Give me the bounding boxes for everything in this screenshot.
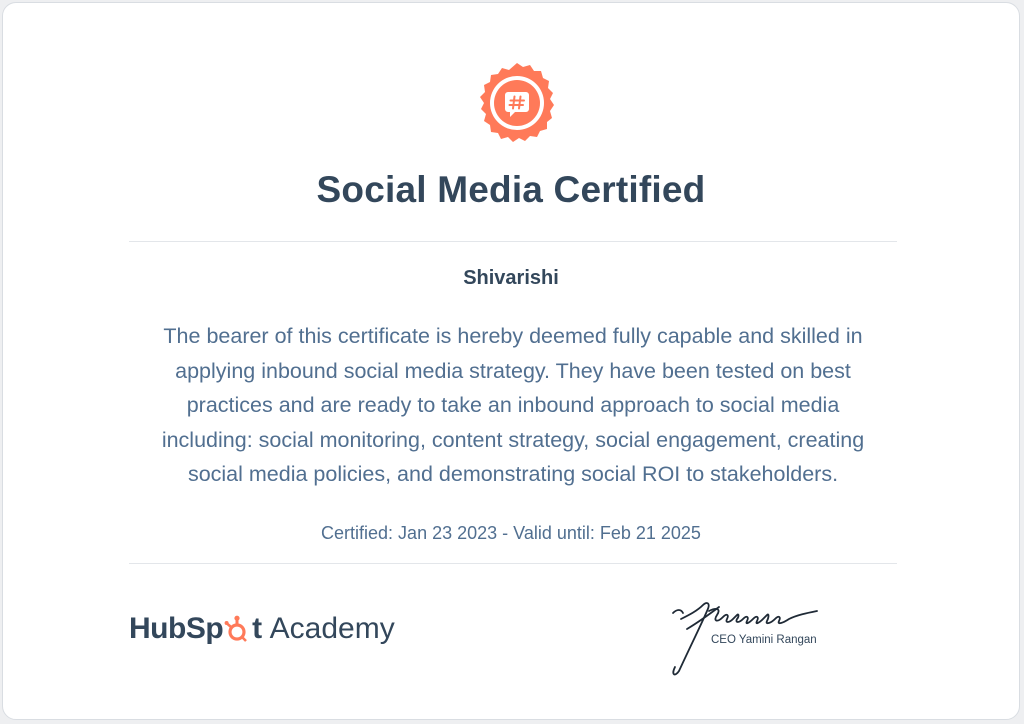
certificate-title: Social Media Certified: [316, 169, 706, 210]
certificate-card: [2, 2, 1020, 720]
logo-t-text: t: [252, 612, 262, 645]
hashtag-badge-icon: [474, 63, 560, 143]
logo-academy-text: Academy: [269, 612, 395, 645]
sprocket-icon: [224, 615, 252, 643]
hubspot-academy-logo: [129, 609, 395, 649]
certificate-description: The bearer of this certificate is hereby deemed fully capable and skilled in applying inbound social media strategy. They have been tested on best practices and are ready to take an inbound approach to social media including: social monitoring, content strategy, social engagement, creating social media policies, and demonstrating social ROI to stakeholders.: [161, 324, 865, 486]
logo-hubsp-text: HubSp: [129, 612, 224, 645]
bottom-divider: [129, 563, 897, 564]
validity-dates: Certified: Jan 23 2023 - Valid until: Feb 21 2025: [321, 523, 701, 543]
top-divider: [129, 241, 897, 242]
recipient-name: Shivarishi: [463, 267, 559, 289]
hubspot-wordmark: [129, 612, 262, 646]
ceo-name: CEO Yamini Rangan: [711, 634, 817, 646]
